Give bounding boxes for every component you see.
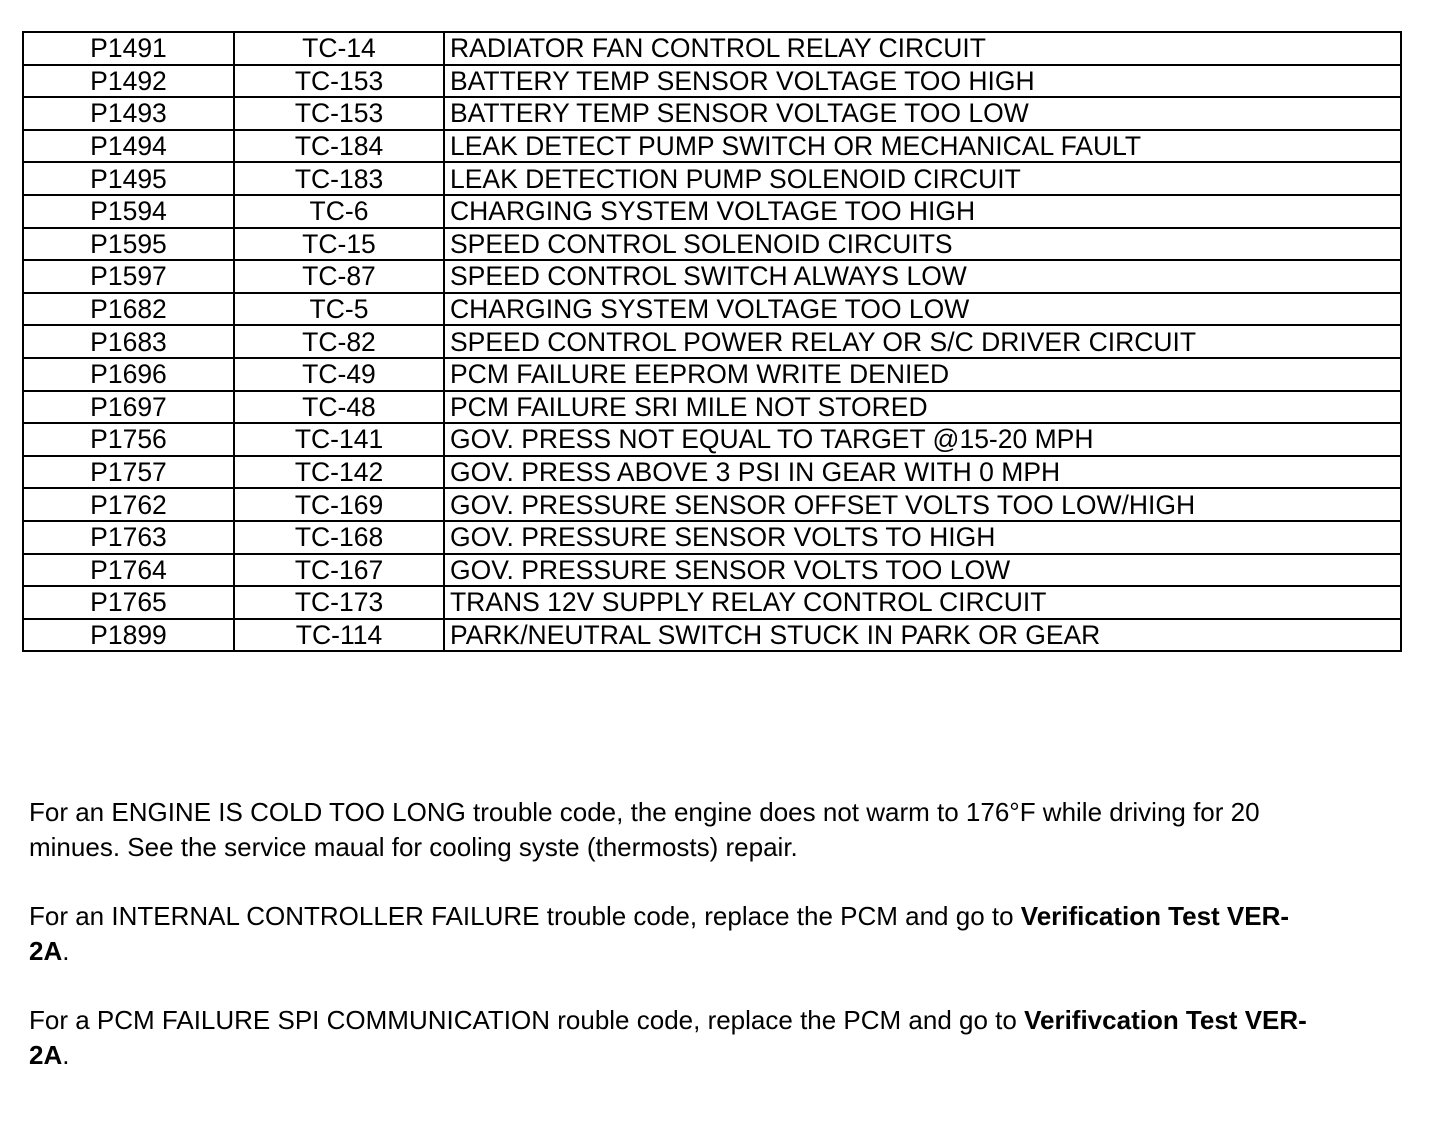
description-cell: SPEED CONTROL POWER RELAY OR S/C DRIVER CIRCUIT — [444, 325, 1401, 358]
notes-section — [29, 795, 1409, 1107]
test-code-cell: TC-114 — [234, 619, 444, 652]
dtc-code-cell: P1493 — [23, 97, 234, 130]
table-row — [23, 488, 1401, 521]
table-row — [23, 619, 1401, 652]
test-code-cell: TC-167 — [234, 554, 444, 587]
verification-test-reference: Verifivcation Test VER- — [1024, 1005, 1307, 1035]
description-cell: LEAK DETECTION PUMP SOLENOID CIRCUIT — [444, 162, 1401, 195]
note-engine-cold-line2: minues. See the service maual for cooling syste (thermosts) repair. — [29, 832, 798, 862]
table-row — [23, 65, 1401, 98]
table-row — [23, 554, 1401, 587]
table-row — [23, 358, 1401, 391]
dtc-code-cell: P1764 — [23, 554, 234, 587]
table-row — [23, 130, 1401, 163]
table-row — [23, 228, 1401, 261]
description-cell: SPEED CONTROL SOLENOID CIRCUITS — [444, 228, 1401, 261]
table-row — [23, 391, 1401, 424]
dtc-code-cell: P1492 — [23, 65, 234, 98]
description-cell: CHARGING SYSTEM VOLTAGE TOO HIGH — [444, 195, 1401, 228]
note-end-period: . — [62, 1040, 70, 1070]
dtc-code-cell: P1757 — [23, 456, 234, 489]
note-spi-communication-text: For a PCM FAILURE SPI COMMUNICATION rouble code, replace the PCM and go to — [29, 1005, 1025, 1035]
description-cell: PARK/NEUTRAL SWITCH STUCK IN PARK OR GEAR — [444, 619, 1401, 652]
dtc-code-cell: P1697 — [23, 391, 234, 424]
table-row — [23, 97, 1401, 130]
description-cell: GOV. PRESSURE SENSOR OFFSET VOLTS TOO LOW/HIGH — [444, 488, 1401, 521]
test-code-cell: TC-168 — [234, 521, 444, 554]
dtc-code-cell: P1762 — [23, 488, 234, 521]
test-code-cell: TC-183 — [234, 162, 444, 195]
description-cell: PCM FAILURE SRI MILE NOT STORED — [444, 391, 1401, 424]
description-cell: CHARGING SYSTEM VOLTAGE TOO LOW — [444, 293, 1401, 326]
table-row — [23, 260, 1401, 293]
test-code-cell: TC-141 — [234, 423, 444, 456]
note-internal-controller-text: For an INTERNAL CONTROLLER FAILURE trouble code, replace the PCM and go to — [29, 901, 1021, 931]
test-code-cell: TC-87 — [234, 260, 444, 293]
test-code-cell: TC-184 — [234, 130, 444, 163]
description-cell: TRANS 12V SUPPLY RELAY CONTROL CIRCUIT — [444, 586, 1401, 619]
table-row — [23, 521, 1401, 554]
test-code-cell: TC-48 — [234, 391, 444, 424]
note-end-period: . — [62, 936, 70, 966]
dtc-code-cell: P1682 — [23, 293, 234, 326]
test-code-cell: TC-82 — [234, 325, 444, 358]
test-code-cell: TC-6 — [234, 195, 444, 228]
description-cell: GOV. PRESSURE SENSOR VOLTS TO HIGH — [444, 521, 1401, 554]
verification-test-reference-cont: 2A — [29, 1040, 63, 1070]
dtc-code-cell: P1494 — [23, 130, 234, 163]
description-cell: PCM FAILURE EEPROM WRITE DENIED — [444, 358, 1401, 391]
test-code-cell: TC-15 — [234, 228, 444, 261]
description-cell: BATTERY TEMP SENSOR VOLTAGE TOO HIGH — [444, 65, 1401, 98]
test-code-cell: TC-14 — [234, 32, 444, 65]
test-code-cell: TC-169 — [234, 488, 444, 521]
test-code-cell: TC-49 — [234, 358, 444, 391]
dtc-code-cell: P1597 — [23, 260, 234, 293]
trouble-code-table — [22, 31, 1402, 652]
dtc-code-cell: P1899 — [23, 619, 234, 652]
table-row — [23, 162, 1401, 195]
description-cell: SPEED CONTROL SWITCH ALWAYS LOW — [444, 260, 1401, 293]
table-row — [23, 586, 1401, 619]
note-internal-controller — [29, 899, 1409, 969]
table-row — [23, 456, 1401, 489]
description-cell: LEAK DETECT PUMP SWITCH OR MECHANICAL FAULT — [444, 130, 1401, 163]
table-row — [23, 325, 1401, 358]
test-code-cell: TC-5 — [234, 293, 444, 326]
description-cell: GOV. PRESS NOT EQUAL TO TARGET @15-20 MPH — [444, 423, 1401, 456]
dtc-code-cell: P1594 — [23, 195, 234, 228]
description-cell: RADIATOR FAN CONTROL RELAY CIRCUIT — [444, 32, 1401, 65]
dtc-code-cell: P1595 — [23, 228, 234, 261]
trouble-code-table-body — [23, 32, 1401, 651]
dtc-code-cell: P1696 — [23, 358, 234, 391]
dtc-code-cell: P1763 — [23, 521, 234, 554]
note-spi-communication — [29, 1003, 1409, 1073]
dtc-code-cell: P1491 — [23, 32, 234, 65]
table-row — [23, 32, 1401, 65]
dtc-code-cell: P1765 — [23, 586, 234, 619]
test-code-cell: TC-142 — [234, 456, 444, 489]
table-row — [23, 195, 1401, 228]
note-engine-cold — [29, 795, 1409, 865]
test-code-cell: TC-173 — [234, 586, 444, 619]
test-code-cell: TC-153 — [234, 65, 444, 98]
description-cell: GOV. PRESS ABOVE 3 PSI IN GEAR WITH 0 MPH — [444, 456, 1401, 489]
test-code-cell: TC-153 — [234, 97, 444, 130]
dtc-code-cell: P1683 — [23, 325, 234, 358]
table-row — [23, 293, 1401, 326]
note-engine-cold-line1: For an ENGINE IS COLD TOO LONG trouble code, the engine does not warm to 176°F while driving for 20 — [29, 797, 1260, 827]
description-cell: BATTERY TEMP SENSOR VOLTAGE TOO LOW — [444, 97, 1401, 130]
verification-test-reference: Verification Test VER- — [1020, 901, 1290, 931]
dtc-code-cell: P1756 — [23, 423, 234, 456]
table-row — [23, 423, 1401, 456]
dtc-code-cell: P1495 — [23, 162, 234, 195]
verification-test-reference-cont: 2A — [29, 936, 63, 966]
description-cell: GOV. PRESSURE SENSOR VOLTS TOO LOW — [444, 554, 1401, 587]
